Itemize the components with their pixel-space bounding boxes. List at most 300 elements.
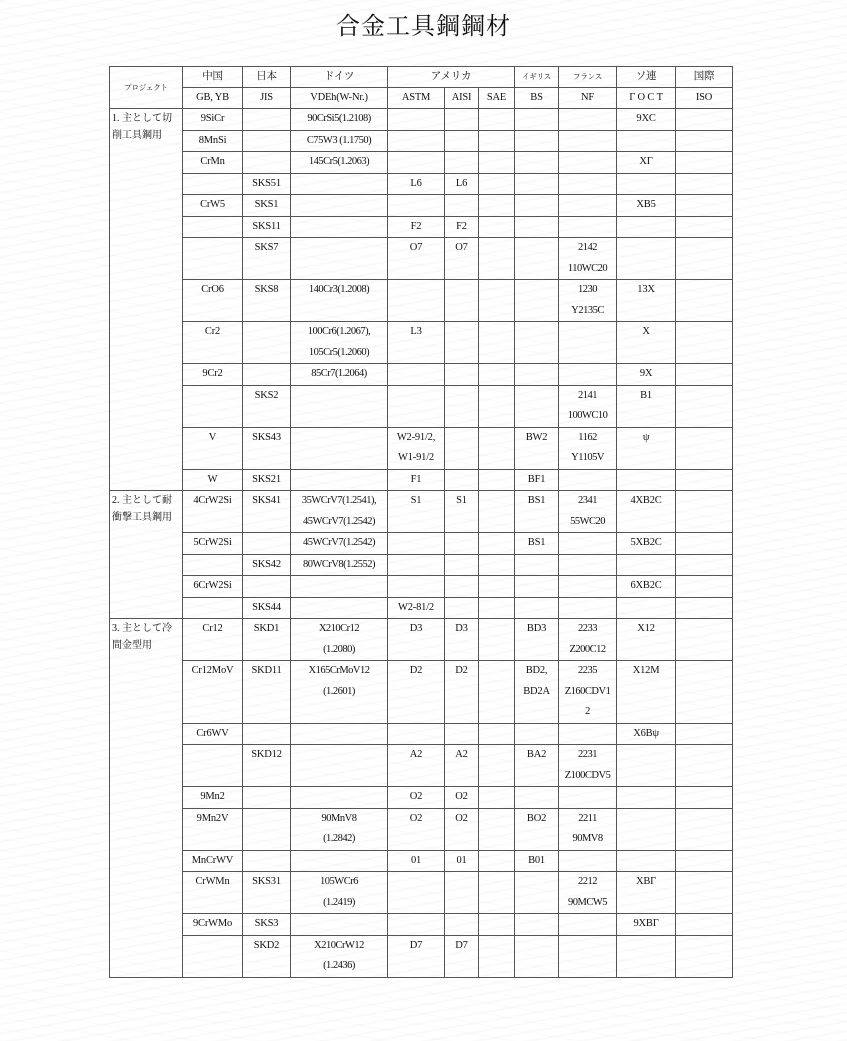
cell-gb [183, 745, 243, 787]
cell-gost [617, 872, 676, 914]
cell-text: SKS21 [252, 473, 281, 485]
cell-text: 100WC10 [567, 410, 608, 421]
cell-bs [515, 808, 559, 850]
cell-text: SKD2 [253, 939, 280, 951]
table-row [110, 469, 733, 491]
cell-nf [559, 808, 617, 850]
table-row [110, 661, 733, 724]
cell-astm [388, 427, 445, 469]
cell-din [291, 619, 388, 661]
cell-text: 45WCrV7(1.2542) [302, 515, 376, 527]
cell-iso [676, 322, 733, 364]
table-row [110, 597, 733, 619]
cell-text: A2 [409, 749, 423, 760]
table-row [110, 427, 733, 469]
cell-jis [243, 576, 291, 598]
cell-astm [388, 173, 445, 195]
header-uk-sub: BS [515, 88, 559, 109]
table-row [110, 491, 733, 533]
cell-gb [183, 533, 243, 555]
cell-din [291, 469, 388, 491]
cell-iso [676, 238, 733, 280]
cell-gb [183, 238, 243, 280]
cell-gb [183, 469, 243, 491]
cell-text: O2 [409, 812, 423, 824]
cell-text: 9SiCr [200, 113, 225, 124]
cell-aisi [445, 469, 479, 491]
table-row [110, 808, 733, 850]
header-aisi: AISI [445, 88, 479, 109]
page-title: 合金工具鋼鋼材 [336, 12, 511, 40]
cell-aisi [445, 872, 479, 914]
cell-iso [676, 130, 733, 152]
cell-text: 9XBΓ [633, 918, 659, 929]
cell-text: X [642, 326, 650, 337]
cell-nf [559, 935, 617, 977]
header-germany: ドイツ [291, 67, 388, 88]
cell-text: Y1105V [571, 452, 604, 463]
cell-text: BD3 [526, 623, 547, 634]
cell-text: SKS51 [252, 177, 281, 189]
cell-aisi [445, 152, 479, 174]
header-germany-sub: VDEh(W-Nr.) [291, 88, 388, 109]
cell-jis [243, 914, 291, 936]
cell-text: Cr12 [202, 623, 223, 634]
cell-sae [479, 554, 515, 576]
cell-astm [388, 152, 445, 174]
cell-text: 13X [637, 284, 655, 295]
cell-text: D7 [409, 939, 423, 951]
cell-din [291, 109, 388, 131]
cell-text: 80WCrV8(1.2552) [302, 558, 376, 570]
cell-text: W2-81/2 [398, 601, 434, 613]
cell-text: D2 [455, 665, 468, 676]
cell-gost [617, 554, 676, 576]
cell-din [291, 491, 388, 533]
cell-bs [515, 619, 559, 661]
cell-gost [617, 661, 676, 724]
cell-text: 5XB2C [630, 537, 662, 548]
cell-text: 9CrWMo [192, 918, 233, 929]
cell-bs [515, 872, 559, 914]
cell-iso [676, 872, 733, 914]
header-row-1 [110, 67, 733, 88]
table-row [110, 109, 733, 131]
table-row [110, 152, 733, 174]
table-row [110, 533, 733, 555]
cell-text: 6XB2C [630, 580, 662, 591]
cell-din [291, 385, 388, 427]
cell-astm [388, 364, 445, 386]
cell-text: 90MnV8 [321, 812, 357, 824]
cell-nf [559, 787, 617, 809]
cell-text: SKS42 [252, 558, 281, 570]
cell-text: L3 [410, 326, 422, 337]
category-label: 削工具鋼用 [112, 130, 162, 141]
cell-bs [515, 469, 559, 491]
cell-aisi [445, 491, 479, 533]
table-row [110, 576, 733, 598]
cell-iso [676, 469, 733, 491]
cell-text: SKD12 [251, 749, 282, 760]
table-row [110, 914, 733, 936]
cell-aisi [445, 238, 479, 280]
header-ussr-sub: Γ О С Т [617, 88, 676, 109]
header-row-2 [110, 88, 733, 109]
alloy-tool-steel-table [109, 66, 733, 978]
cell-gb [183, 619, 243, 661]
cell-text: ψ [642, 431, 650, 443]
cell-jis [243, 808, 291, 850]
cell-text: F1 [410, 473, 422, 485]
cell-bs [515, 745, 559, 787]
cell-text: 90MV8 [572, 833, 603, 844]
cell-text: BO2 [526, 812, 547, 824]
cell-text: 2141 [578, 389, 598, 401]
category-cell [110, 109, 183, 491]
cell-text: X12 [637, 623, 655, 634]
cell-bs [515, 661, 559, 724]
cell-text: 2341 [578, 495, 598, 506]
table-row [110, 195, 733, 217]
cell-text: O7 [455, 242, 468, 253]
table-row [110, 130, 733, 152]
table-row [110, 280, 733, 322]
cell-nf [559, 130, 617, 152]
cell-astm [388, 469, 445, 491]
cell-jis [243, 364, 291, 386]
cell-sae [479, 491, 515, 533]
cell-text: 85Cr7(1.2064) [311, 368, 367, 379]
cell-nf [559, 173, 617, 195]
cell-text: CrW5 [200, 199, 225, 210]
cell-din [291, 935, 388, 977]
cell-gb [183, 787, 243, 809]
cell-astm [388, 322, 445, 364]
cell-din [291, 322, 388, 364]
cell-aisi [445, 914, 479, 936]
cell-aisi [445, 808, 479, 850]
cell-text: 145Cr5(1.2063) [308, 156, 370, 167]
cell-text: 1162 [578, 431, 597, 443]
cell-iso [676, 597, 733, 619]
cell-text: SKS8 [254, 284, 279, 295]
cell-text: 8MnSi [198, 134, 227, 146]
cell-aisi [445, 216, 479, 238]
cell-gost [617, 808, 676, 850]
cell-din [291, 427, 388, 469]
cell-aisi [445, 280, 479, 322]
cell-iso [676, 850, 733, 872]
cell-bs [515, 109, 559, 131]
header-japan-sub: JIS [243, 88, 291, 109]
cell-sae [479, 914, 515, 936]
cell-text: 110WC20 [567, 262, 608, 274]
cell-gost [617, 576, 676, 598]
cell-gost [617, 152, 676, 174]
cell-jis [243, 597, 291, 619]
cell-text: 2211 [578, 812, 597, 824]
cell-jis [243, 195, 291, 217]
cell-nf [559, 576, 617, 598]
cell-jis [243, 109, 291, 131]
cell-iso [676, 576, 733, 598]
cell-text: D7 [455, 939, 468, 951]
cell-text: Cr2 [204, 326, 221, 337]
cell-sae [479, 787, 515, 809]
cell-text: SKS44 [252, 601, 281, 613]
cell-astm [388, 238, 445, 280]
cell-gb [183, 152, 243, 174]
cell-din [291, 152, 388, 174]
cell-text: 01 [410, 854, 422, 866]
table-row [110, 216, 733, 238]
cell-gost [617, 745, 676, 787]
cell-jis [243, 935, 291, 977]
cell-jis [243, 130, 291, 152]
cell-text: B1 [640, 389, 652, 401]
header-uk: イギリス [515, 67, 559, 88]
cell-din [291, 195, 388, 217]
header-ussr: ソ連 [617, 67, 676, 88]
cell-astm [388, 914, 445, 936]
cell-text: CrO6 [201, 284, 224, 295]
cell-text: BF1 [527, 473, 546, 485]
cell-text: SKS1 [254, 199, 279, 210]
cell-bs [515, 914, 559, 936]
cell-astm [388, 661, 445, 724]
cell-aisi [445, 364, 479, 386]
cell-iso [676, 745, 733, 787]
cell-text: BD2, [525, 665, 548, 676]
cell-text: 9Mn2 [200, 791, 225, 802]
category-label: 衝撃工具鋼用 [112, 512, 172, 523]
header-china-sub: GB, YB [183, 88, 243, 109]
cell-text: D3 [409, 623, 423, 634]
cell-astm [388, 109, 445, 131]
cell-iso [676, 427, 733, 469]
cell-din [291, 130, 388, 152]
cell-nf [559, 745, 617, 787]
cell-sae [479, 745, 515, 787]
cell-text: XB5 [636, 199, 656, 210]
cell-text: 2235 [578, 665, 598, 676]
cell-gb [183, 216, 243, 238]
cell-bs [515, 238, 559, 280]
cell-text: 45WCrV7(1.2542) [302, 537, 376, 548]
cell-jis [243, 427, 291, 469]
cell-text: 55WC20 [570, 515, 605, 527]
cell-aisi [445, 935, 479, 977]
category-label: 3. 主として冷 [112, 623, 172, 634]
cell-jis [243, 723, 291, 745]
cell-iso [676, 152, 733, 174]
cell-text: SKD11 [251, 665, 282, 676]
cell-nf [559, 469, 617, 491]
cell-sae [479, 364, 515, 386]
cell-bs [515, 533, 559, 555]
cell-iso [676, 914, 733, 936]
cell-text: D3 [455, 623, 468, 634]
cell-iso [676, 808, 733, 850]
cell-bs [515, 576, 559, 598]
cell-bs [515, 385, 559, 427]
cell-text: X165CrMoV12 [308, 665, 370, 676]
cell-text: Z160CDV1 [564, 685, 611, 697]
cell-astm [388, 808, 445, 850]
cell-sae [479, 935, 515, 977]
cell-sae [479, 808, 515, 850]
cell-aisi [445, 787, 479, 809]
header-sae: SAE [479, 88, 515, 109]
cell-gost [617, 723, 676, 745]
cell-astm [388, 745, 445, 787]
cell-nf [559, 216, 617, 238]
cell-text: W2-91/2, [396, 431, 436, 443]
cell-text: (1.2601) [323, 685, 355, 697]
cell-text: 2233 [578, 623, 598, 634]
cell-text: 4CrW2Si [193, 495, 232, 506]
cell-text: (1.2080) [323, 643, 355, 655]
cell-text: 90CrSi5(1.2108) [307, 113, 371, 124]
cell-bs [515, 491, 559, 533]
cell-iso [676, 109, 733, 131]
cell-text: 100Cr6(1.2067), [307, 326, 371, 337]
cell-text: 5CrW2Si [193, 537, 232, 548]
cell-text: 2 [585, 706, 590, 717]
cell-astm [388, 130, 445, 152]
cell-nf [559, 850, 617, 872]
cell-text: Z200C12 [569, 643, 606, 655]
cell-gb [183, 173, 243, 195]
cell-bs [515, 787, 559, 809]
cell-text: BW2 [525, 431, 548, 443]
cell-text: A2 [455, 749, 468, 760]
cell-sae [479, 130, 515, 152]
cell-gost [617, 173, 676, 195]
cell-text: Z100CDV5 [564, 769, 611, 781]
cell-text: 2231 [578, 749, 598, 760]
cell-sae [479, 322, 515, 364]
cell-nf [559, 554, 617, 576]
cell-gb [183, 427, 243, 469]
table-row [110, 554, 733, 576]
cell-aisi [445, 385, 479, 427]
cell-text: 140Cr3(1.2008) [308, 284, 370, 295]
cell-iso [676, 661, 733, 724]
cell-iso [676, 935, 733, 977]
cell-nf [559, 238, 617, 280]
cell-text: L6 [455, 177, 468, 189]
cell-sae [479, 597, 515, 619]
cell-text: SKS7 [254, 242, 279, 253]
cell-aisi [445, 850, 479, 872]
cell-bs [515, 280, 559, 322]
cell-din [291, 808, 388, 850]
cell-jis [243, 850, 291, 872]
cell-text: 4XB2C [630, 495, 662, 506]
cell-iso [676, 385, 733, 427]
cell-text: 105Cr5(1.2060) [308, 346, 370, 358]
cell-gost [617, 364, 676, 386]
cell-text: XBΓ [636, 876, 657, 887]
cell-gb [183, 364, 243, 386]
cell-sae [479, 872, 515, 914]
cell-jis [243, 469, 291, 491]
cell-gb [183, 808, 243, 850]
cell-text: CrMn [200, 156, 225, 167]
cell-din [291, 914, 388, 936]
cell-text: 9Mn2V [196, 812, 229, 824]
cell-text: 9X [639, 368, 653, 379]
cell-text: SKS41 [252, 495, 281, 506]
cell-gb [183, 597, 243, 619]
cell-text: L6 [410, 177, 422, 189]
cell-astm [388, 850, 445, 872]
table-row [110, 364, 733, 386]
cell-gb [183, 661, 243, 724]
table-row [110, 238, 733, 280]
cell-gb [183, 554, 243, 576]
cell-sae [479, 216, 515, 238]
cell-text: XΓ [639, 156, 653, 167]
cell-din [291, 850, 388, 872]
cell-aisi [445, 661, 479, 724]
cell-jis [243, 745, 291, 787]
cell-text: X6Bψ [633, 727, 659, 739]
cell-astm [388, 195, 445, 217]
header-france-sub: NF [559, 88, 617, 109]
cell-text: 90MCW5 [568, 896, 608, 908]
cell-astm [388, 554, 445, 576]
cell-aisi [445, 173, 479, 195]
cell-text: (1.2842) [323, 833, 355, 844]
cell-gost [617, 914, 676, 936]
cell-text: 9Cr2 [202, 368, 223, 379]
cell-iso [676, 195, 733, 217]
cell-din [291, 533, 388, 555]
cell-nf [559, 872, 617, 914]
cell-gb [183, 872, 243, 914]
cell-bs [515, 364, 559, 386]
cell-text: 2212 [578, 876, 598, 887]
cell-sae [479, 469, 515, 491]
cell-sae [479, 723, 515, 745]
cell-sae [479, 152, 515, 174]
cell-astm [388, 491, 445, 533]
cell-bs [515, 173, 559, 195]
cell-sae [479, 280, 515, 322]
cell-din [291, 723, 388, 745]
cell-din [291, 787, 388, 809]
cell-text: SKS3 [254, 918, 279, 929]
cell-bs [515, 130, 559, 152]
cell-aisi [445, 130, 479, 152]
cell-nf [559, 322, 617, 364]
cell-sae [479, 619, 515, 661]
cell-jis [243, 385, 291, 427]
cell-text: 6CrW2Si [193, 580, 232, 591]
cell-gost [617, 216, 676, 238]
cell-text: W1-91/2 [398, 452, 434, 463]
cell-text: O7 [409, 242, 423, 253]
cell-bs [515, 195, 559, 217]
cell-gost [617, 787, 676, 809]
cell-text: 105WCr6 [320, 876, 358, 887]
cell-text: X12M [632, 665, 660, 676]
cell-gb [183, 280, 243, 322]
cell-text: MnCrWV [191, 854, 234, 866]
